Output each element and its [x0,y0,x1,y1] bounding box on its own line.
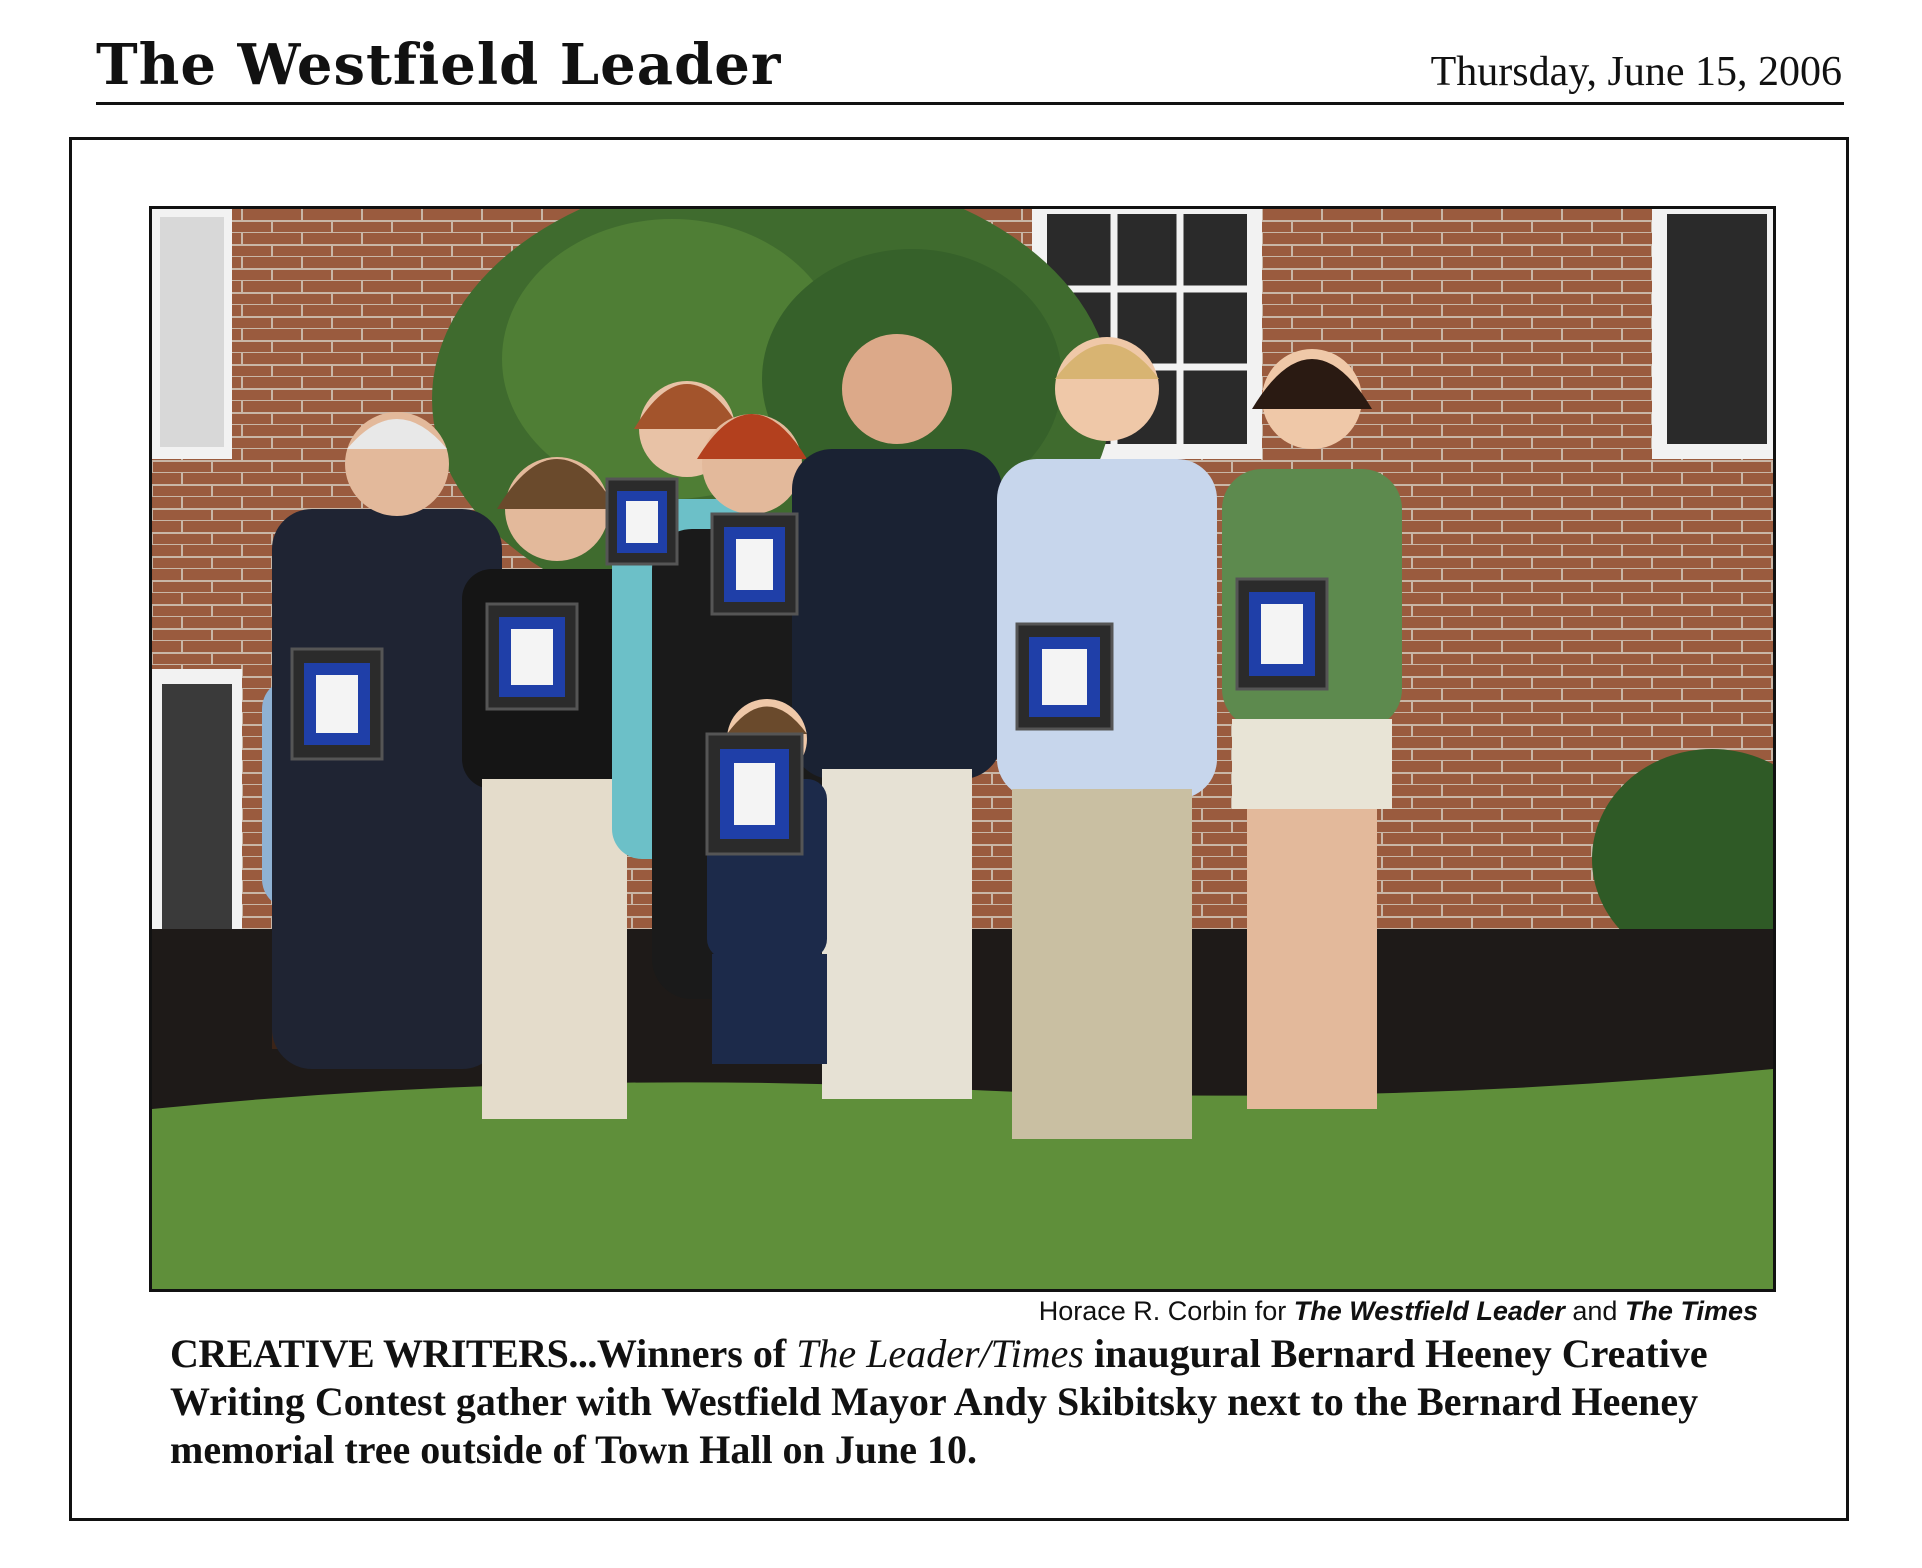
article-frame [69,137,1849,1521]
window-right [1652,209,1773,459]
credit-publication-2: The Times [1624,1296,1758,1326]
photo-credit [1039,1296,1758,1327]
masthead [96,30,1844,105]
window-left [152,209,232,459]
caption-lead: CREATIVE WRITERS... [170,1331,597,1376]
newspaper-name: The Westfield Leader [96,32,782,98]
credit-joiner: and [1564,1296,1625,1326]
group-photo-illustration [152,209,1773,1289]
caption-part-2: inaugural Bernard Heeney Creative Writing Contest gather with Westfield Mayor Andy Skibitsky next to the Bernard Heeney memorial tree outside of Town Hall on June 10. [170,1331,1708,1472]
issue-date: Thursday, June 15, 2006 [1430,49,1842,95]
photo-caption [170,1330,1780,1474]
group-photo [149,206,1776,1292]
caption-part-1: Winners of [596,1331,797,1376]
caption-italic-title: The Leader/Times [796,1331,1084,1376]
credit-publication-1: The Westfield Leader [1293,1296,1565,1326]
credit-prefix: Horace R. Corbin for [1038,1296,1294,1326]
lawn [152,1069,1773,1289]
